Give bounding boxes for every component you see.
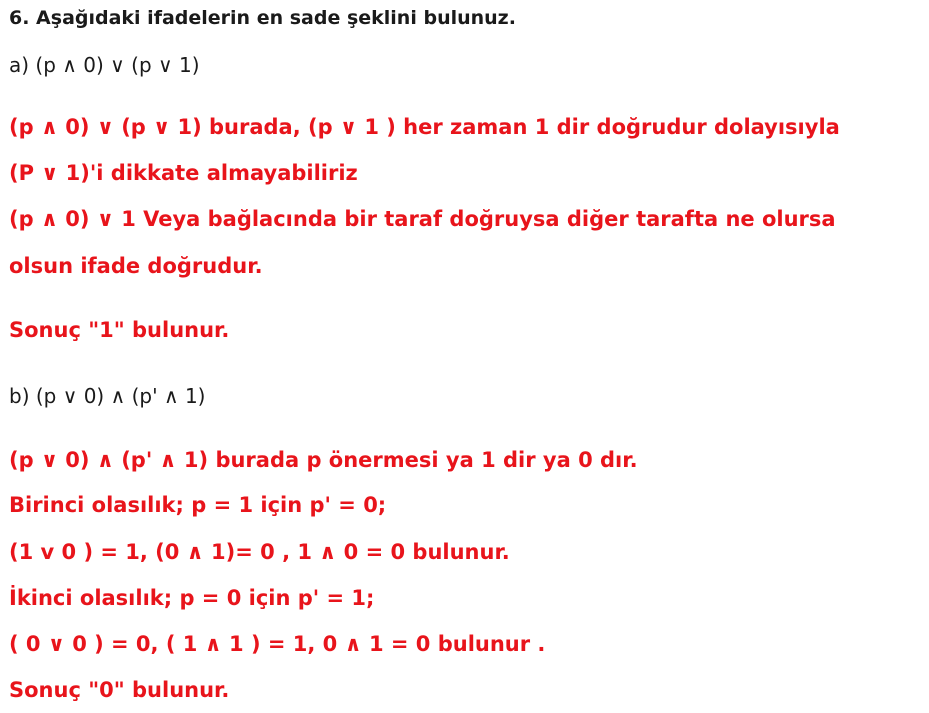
part-a-question: a) (p ∧ 0) ∨ (p ∨ 1) bbox=[9, 53, 200, 77]
problem-title: 6. Aşağıdaki ifadelerin en sade şeklini bulunuz. bbox=[9, 7, 516, 29]
part-b-result: Sonuç "0" bulunur. bbox=[9, 678, 230, 702]
part-b-solution-line: İkinci olasılık; p = 0 için p' = 1; bbox=[9, 586, 375, 610]
part-b-solution-line: ( 0 ∨ 0 ) = 0, ( 1 ∧ 1 ) = 1, 0 ∧ 1 = 0 bulunur . bbox=[9, 632, 546, 656]
part-b-solution-line: (p ∨ 0) ∧ (p' ∧ 1) burada p önermesi ya 1 dir ya 0 dır. bbox=[9, 448, 638, 472]
part-a-solution-line: (P ∨ 1)'i dikkate almayabiliriz bbox=[9, 161, 358, 185]
part-b-question: b) (p ∨ 0) ∧ (p' ∧ 1) bbox=[9, 384, 206, 408]
part-a-solution-line: (p ∧ 0) ∨ (p ∨ 1) burada, (p ∨ 1 ) her zaman 1 dir doğrudur dolayısıyla bbox=[9, 115, 840, 139]
part-a-result: Sonuç "1" bulunur. bbox=[9, 318, 230, 342]
part-b-solution-line: (1 v 0 ) = 1, (0 ∧ 1)= 0 , 1 ∧ 0 = 0 bulunur. bbox=[9, 540, 510, 564]
part-b-solution-line: Birinci olasılık; p = 1 için p' = 0; bbox=[9, 493, 387, 517]
part-a-solution-line: (p ∧ 0) ∨ 1 Veya bağlacında bir taraf doğruysa diğer tarafta ne olursa bbox=[9, 207, 836, 231]
part-a-solution-line: olsun ifade doğrudur. bbox=[9, 254, 263, 278]
